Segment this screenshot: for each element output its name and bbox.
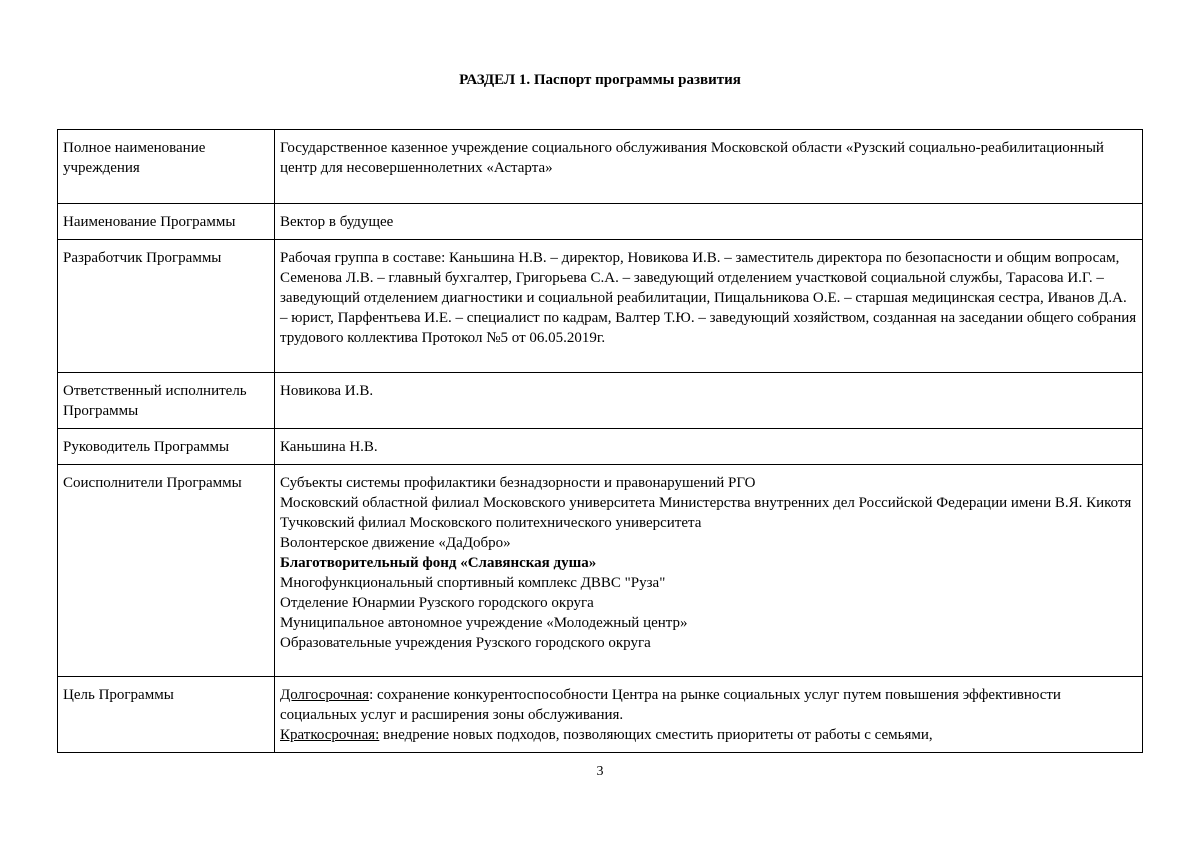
co-executor-item: Московский областной филиал Московского университета Министерства внутренних дел Российской Федерации имени В.Я. Кикотя <box>280 495 1132 511</box>
goal-short-term-text: внедрение новых подходов, позволяющих сместить приоритеты от работы с семьями, <box>379 727 933 743</box>
row-value-head: Каньшина Н.В. <box>275 429 1143 465</box>
table-row-co-executors <box>58 465 1143 677</box>
page-number: 3 <box>596 764 604 779</box>
co-executor-item: Образовательные учреждения Рузского городского округа <box>280 635 651 651</box>
row-label-program-name: Наименование Программы <box>58 204 275 240</box>
co-executor-item: Многофункциональный спортивный комплекс ДВВС "Руза" <box>280 575 666 591</box>
row-value-co-executors <box>275 465 1143 677</box>
table-row-goal <box>58 677 1143 753</box>
program-passport-table <box>57 129 1143 753</box>
co-executor-item: Тучковский филиал Московского политехнического университета <box>280 515 702 531</box>
co-executor-item: Волонтерское движение «ДаДобро» <box>280 535 511 551</box>
table-row-program-name <box>58 204 1143 240</box>
row-value-goal <box>275 677 1143 753</box>
co-executor-item: Субъекты системы профилактики безнадзорности и правонарушений РГО <box>280 475 756 491</box>
co-executor-item: Благотворительный фонд «Славянская душа» <box>280 555 597 571</box>
table-row-full-name <box>58 130 1143 204</box>
row-label-full-name: Полное наименование учреждения <box>58 130 275 204</box>
goal-long-term-label: Долгосрочная <box>280 687 370 703</box>
goal-short-term <box>280 725 1137 745</box>
row-label-responsible: Ответственный исполнитель Программы <box>58 373 275 429</box>
row-label-developer: Разработчик Программы <box>58 240 275 373</box>
co-executor-item: Отделение Юнармии Рузского городского округа <box>280 595 594 611</box>
row-label-goal: Цель Программы <box>58 677 275 753</box>
row-label-co-executors: Соисполнители Программы <box>58 465 275 677</box>
page-title: РАЗДЕЛ 1. Паспорт программы развития <box>459 72 741 88</box>
goal-long-term <box>280 685 1137 725</box>
co-executor-item: Муниципальное автономное учреждение «Молодежный центр» <box>280 615 688 631</box>
row-value-responsible: Новикова И.В. <box>275 373 1143 429</box>
table-row-developer <box>58 240 1143 373</box>
goal-short-term-label: Краткосрочная: <box>280 727 380 743</box>
table-row-head <box>58 429 1143 465</box>
table-row-responsible <box>58 373 1143 429</box>
row-value-full-name: Государственное казенное учреждение социального обслуживания Московской области «Рузский социально-реабилитационный центр для несовершеннолетних «Астарта» <box>275 130 1143 204</box>
row-label-head: Руководитель Программы <box>58 429 275 465</box>
goal-long-term-text: : сохранение конкурентоспособности Центра на рынке социальных услуг путем повышения эффективности социальных услуг и расширения зоны обслуживания. <box>280 687 1061 723</box>
row-value-program-name: Вектор в будущее <box>275 204 1143 240</box>
row-value-developer: Рабочая группа в составе: Каньшина Н.В. – директор, Новикова И.В. – заместитель директора по безопасности и общим вопросам, Семенова Л.В. – главный бухгалтер, Григорьева С.А. – заведующий отделением участковой социальной службы, Тарасова И.Г. – заведующий отделением диагностики и социальной реабилитации, Пищальникова О.Е. – старшая медицинская сестра, Иванов Д.А. – юрист, Парфентьева И.Е. – специалист по кадрам, Валтер Т.Ю. – заведующий хозяйством, созданная на заседании общего собрания трудового коллектива Протокол №5 от 06.05.2019г. <box>275 240 1143 373</box>
